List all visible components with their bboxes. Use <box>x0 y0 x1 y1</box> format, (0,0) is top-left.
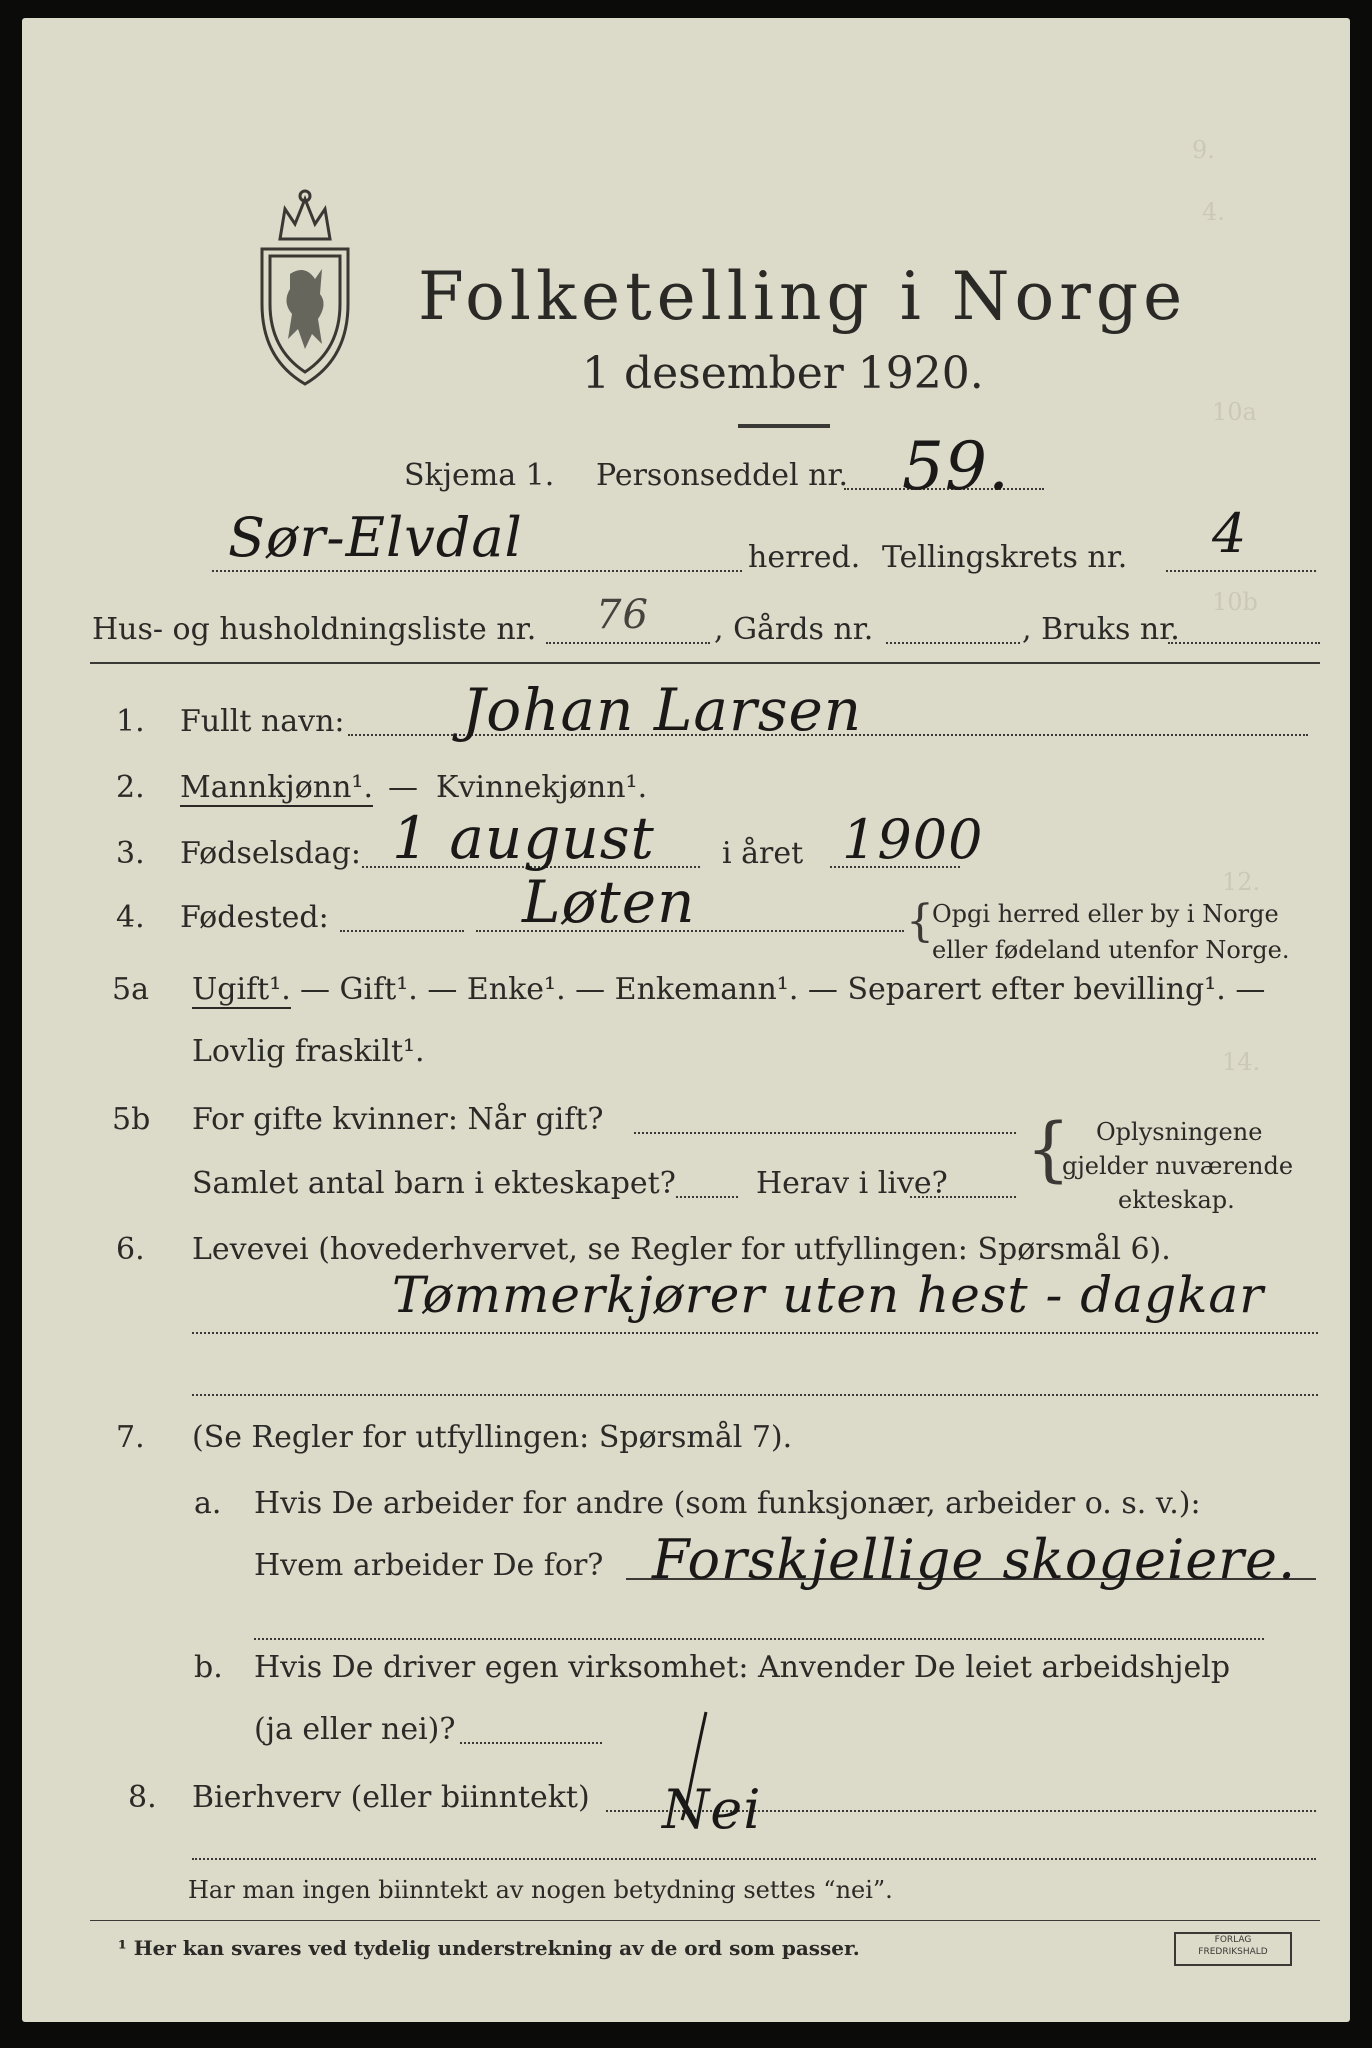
male-option: Mannkjønn¹. <box>180 770 373 805</box>
question-letter: b. <box>194 1650 223 1685</box>
bleed-through-text: 10a <box>1212 398 1257 426</box>
self-employed-label: Hvis De driver egen virksomhet: Anvender De leiet arbeidshjelp <box>254 1650 1231 1685</box>
household-list-value: 76 <box>596 592 649 638</box>
employed-by-others-label: Hvis De arbeider for andre (som funksjonær, arbeider o. s. v.): <box>254 1486 1201 1521</box>
side-income-field-line-2 <box>192 1858 1316 1860</box>
bleed-through-text: 14. <box>1222 1048 1261 1076</box>
birthplace-field-line <box>340 930 464 932</box>
question-number: 6. <box>116 1232 145 1267</box>
tellingskrets-label: Tellingskrets nr. <box>882 540 1128 575</box>
birthdate-label: Fødselsdag: <box>180 836 361 871</box>
children-alive-label: Herav i live? <box>756 1166 948 1201</box>
footnote: ¹ Her kan svares ved tydelig understrekning av de ord som passer. <box>118 1936 860 1960</box>
municipality-field-line <box>212 570 742 572</box>
employment-label: (Se Regler for utfyllingen: Spørsmål 7). <box>192 1420 793 1455</box>
birthplace-label: Fødested: <box>180 900 329 935</box>
question-number: 5b <box>112 1102 151 1137</box>
household-list-field-line <box>546 642 710 644</box>
occupation-label: Levevei (hovederhvervet, se Regler for utfyllingen: Spørsmål 6). <box>192 1232 1171 1267</box>
unmarried-option: Ugift¹. <box>192 972 291 1007</box>
bruks-label: , Bruks nr. <box>1022 612 1180 647</box>
bleed-through-text: 9. <box>1192 136 1215 164</box>
birthdate-value: 1 august <box>392 804 655 872</box>
printer-stamp: FORLAG FREDRIKSHALD <box>1174 1932 1292 1966</box>
header-rule <box>90 662 1320 664</box>
footer-rule <box>90 1920 1320 1921</box>
herred-label: herred. <box>748 540 861 575</box>
note-brace: { <box>906 896 934 947</box>
hired-help-field-line <box>460 1742 602 1744</box>
hired-help-label: (ja eller nei)? <box>254 1712 456 1747</box>
question-number: 8. <box>128 1780 157 1815</box>
bruks-field-line <box>1168 642 1320 644</box>
bleed-through-text: 10b <box>1212 588 1258 616</box>
question-number: 2. <box>116 770 145 805</box>
note-brace: { <box>1026 1108 1071 1190</box>
bleed-through-text: 4. <box>1202 198 1225 226</box>
children-count-label: Samlet antal barn i ekteskapet? <box>192 1166 676 1201</box>
occupation-field-line <box>192 1332 1318 1334</box>
birthplace-note-line1: Opgi herred eller by i Norge <box>932 900 1279 928</box>
married-when-field-line <box>634 1132 1016 1134</box>
tellingskrets-value: 4 <box>1212 502 1248 565</box>
coat-of-arms-icon <box>250 184 360 394</box>
question-letter: a. <box>194 1486 222 1521</box>
full-name-value: Johan Larsen <box>462 676 863 744</box>
marriage-note-line3: ekteskap. <box>1118 1186 1235 1214</box>
municipality-value: Sør-Elvdal <box>228 506 523 569</box>
side-income-value: Nei <box>662 1778 762 1841</box>
personseddel-value: 59. <box>902 428 1010 505</box>
birth-year-value: 1900 <box>842 808 984 871</box>
occupation-value: Tømmerkjører uten hest - dagkar <box>392 1266 1265 1324</box>
employer-field-line-2 <box>254 1638 1264 1640</box>
birthplace-note-line2: eller fødeland utenfor Norge. <box>932 936 1290 964</box>
married-when-label: For gifte kvinner: Når gift? <box>192 1102 604 1137</box>
employer-label: Hvem arbeider De for? <box>254 1548 604 1583</box>
question-number: 5a <box>112 972 149 1007</box>
question-number: 7. <box>116 1420 145 1455</box>
children-count-field-line <box>676 1196 738 1198</box>
form-title: Folketelling i Norge <box>418 258 1188 335</box>
title-divider <box>738 424 830 428</box>
divorced-option: Lovlig fraskilt¹. <box>192 1034 425 1069</box>
tellingskrets-field-line <box>1166 570 1316 572</box>
employer-value: Forskjellige skogeiere. <box>652 1528 1297 1591</box>
bleed-through-text: 12. <box>1222 868 1261 896</box>
children-alive-field-line <box>910 1196 1016 1198</box>
marital-status-options: — Gift¹. — Enke¹. — Enkemann¹. — Separert efter bevilling¹. — <box>300 972 1266 1007</box>
birth-year-label: i året <box>722 836 804 871</box>
side-income-label: Bierhverv (eller biinntekt) <box>192 1780 590 1815</box>
question-number: 4. <box>116 900 145 935</box>
schema-label: Skjema 1. <box>404 458 555 493</box>
marriage-note-line1: Oplysningene <box>1096 1118 1263 1146</box>
gards-field-line <box>886 642 1020 644</box>
birthplace-value: Løten <box>522 868 696 936</box>
gender-separator: — <box>388 770 418 805</box>
census-form-sheet <box>22 18 1350 2022</box>
occupation-field-line-2 <box>192 1394 1318 1396</box>
census-date: 1 desember 1920. <box>582 348 984 399</box>
question-number: 1. <box>116 704 145 739</box>
nei-instruction: Har man ingen biinntekt av nogen betydning settes “nei”. <box>188 1876 893 1904</box>
full-name-label: Fullt navn: <box>180 704 345 739</box>
marriage-note-line2: gjelder nuværende <box>1062 1152 1294 1180</box>
personseddel-label: Personseddel nr. <box>596 458 849 493</box>
question-number: 3. <box>116 836 145 871</box>
gards-label: , Gårds nr. <box>714 612 874 647</box>
household-list-label: Hus- og husholdningsliste nr. <box>92 612 537 647</box>
female-option: Kvinnekjønn¹. <box>436 770 648 805</box>
